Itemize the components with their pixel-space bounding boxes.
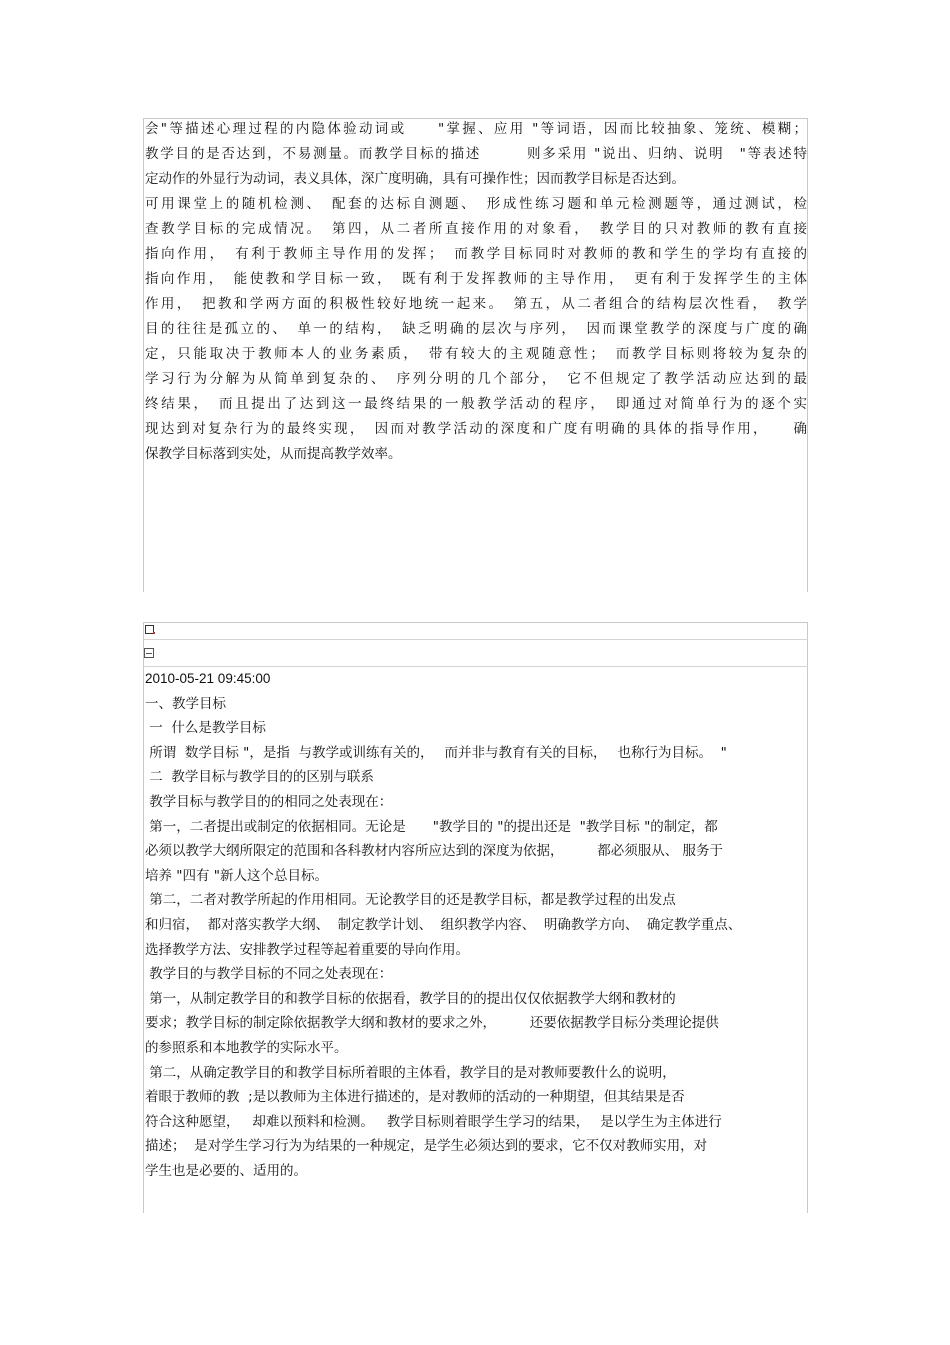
text-line: 教学目标与教学目的的相同之处表现在： [145,793,393,810]
text-line: 定动作的外显行为动词，表义具体，深广度明确，具有可操作性；因而教学目标是否达到。 [145,171,685,187]
text-line: 第一，从制定教学目的和教学目标的依据看，教学目的的提出仅仅依据教学大纲和教材的 [145,990,676,1007]
subheading: 二 教学目标与教学目的的区别与联系 [145,769,374,786]
text-line: 作用， 把教和学两方面的积极性较好地统一起来。 第五，从二者组合的结构层次性看， 教学 [145,296,807,312]
text-line: 会"等描述心理过程的内隐体验动词或 "掌握、应用 "等词语，因而比较抽象、笼统、模糊； [145,121,807,137]
text-line: 符合这种愿望， 却难以预料和检测。 教学目标则着眼学生学习的结果， 是以学生为主体进行 [145,1113,722,1130]
text-line: 第一，二者提出或制定的依据相同。无论是 "教学目的 "的提出还是 "教学目标 "的制定，都 [145,818,718,835]
text-line: 第二，从确定教学目的和教学目标所着眼的主体看，教学目的是对教师要教什么的说明， [145,1064,676,1081]
text-line: 查教学目标的完成情况。 第四，从二者所直接作用的对象看， 教学目的只对教师的教有直接 [145,221,807,237]
text-line: 指向作用， 有利于教师主导作用的发挥； 而教学目标同时对教师的教和学生的学均有直接的 [145,246,807,262]
text-line: 培养 "四有 "新人这个总目标。 [145,867,329,884]
text-line: 学生也是必要的、适用的。 [145,1162,307,1179]
text-line: 选择教学方法、安排教学过程等起着重要的导向作用。 [145,941,469,958]
text-line: 着眼于教师的教 ;是以教师为主体进行描述的，是对教师的活动的一种期望，但其结果是否 [145,1089,685,1106]
text-line: 现达到对复杂行为的最终实现， 因而对教学活动的深度和广度有明确的具体的指导作用， 确 [145,421,807,437]
text-line: 必须以教学大纲所限定的范围和各科教材内容所应达到的深度为依据， 都必须服从、 服务于 [145,843,724,860]
text-line: 指向作用， 能使教和学目标一致， 既有利于发挥教师的主导作用， 更有利于发挥学生的主体 [145,271,807,287]
timestamp: 2010-05-21 09:45:00 [145,671,271,686]
text-block-bottom [145,667,807,1183]
subheading: 一 什么是教学目标 [145,720,266,737]
text-line: 所谓 数学目标 "，是指 与教学或训练有关的， 而并非与教育有关的目标， 也称行为目标。 " [145,744,727,761]
text-line: 目的往往是孤立的、 单一的结构， 缺乏明确的层次与序列， 因而课堂教学的深度与广度的确 [145,321,807,337]
text-line: 要求；教学目标的制定除依据教学大纲和教材的要求之外， 还要依据教学目标分类理论提供 [145,1015,719,1032]
text-line: 教学目的是否达到，不易测量。而教学目标的描述 则多采用 "说出、归纳、说明 "等表述特 [145,146,807,162]
heading: 一、教学目标 [145,695,226,712]
text-line: 定，只能取决于教师本人的业务素质， 带有较大的主观随意性； 而教学目标则将较为复杂的 [145,346,807,362]
text-line: 描述； 是对学生学习行为为结果的一种规定，是学生必须达到的要求，它不仅对教师实用，对 [145,1138,708,1155]
text-line: 第二，二者对教学所起的作用相同。无论教学目的还是教学目标，都是教学过程的出发点 [145,892,676,909]
text-line: 和归宿， 都对落实教学大纲、 制定教学计划、 组织教学内容、 明确教学方向、 确定教学重点、 [145,916,742,933]
divider [143,639,808,640]
text-line: 终结果， 而且提出了达到这一最终结果的一般教学活动的程序， 即通过对简单行为的逐个实 [145,396,807,412]
text-line: 的参照系和本地教学的实际水平。 [145,1039,348,1056]
collapse-icon[interactable] [144,648,154,658]
text-line: 学习行为分解为从简单到复杂的、 序列分明的几个部分， 它不但规定了教学活动应达到的最 [145,371,807,387]
text-block-top [145,117,807,467]
marker-icon [153,632,155,634]
text-line: 保教学目标落到实处，从而提高教学效率。 [145,446,402,462]
text-line: 可用课堂上的随机检测、 配套的达标自测题、 形成性练习题和单元检测题等，通过测试，检 [145,196,807,212]
text-line: 教学目的与教学目标的不同之处表现在： [145,966,393,983]
